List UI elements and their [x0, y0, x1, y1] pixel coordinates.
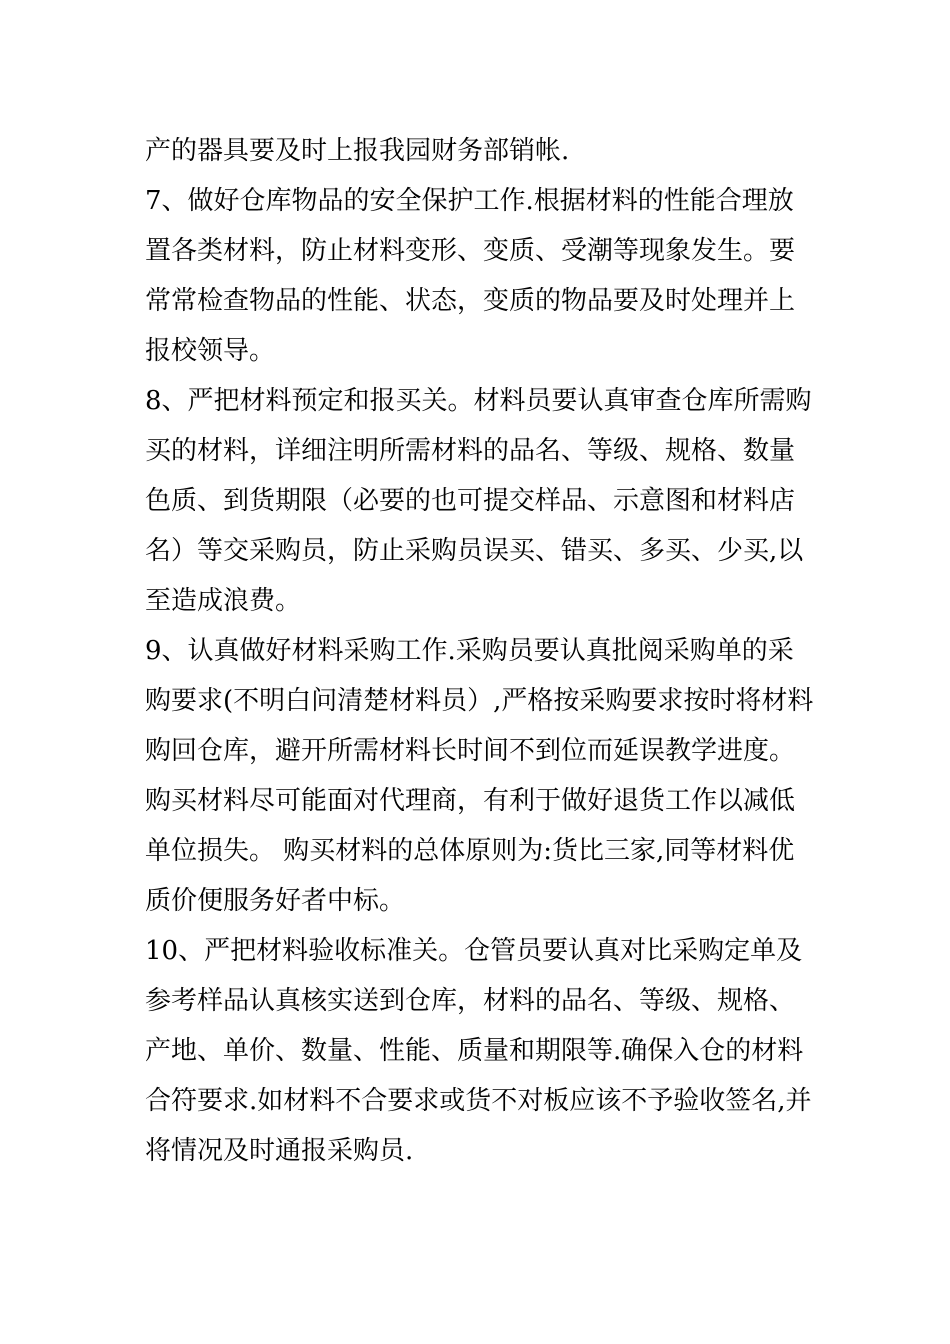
text-line: 单位损失。 购买材料的总体原则为:货比三家,同等材料优 — [145, 836, 795, 866]
text-line: 买的材料，详细注明所需材料的品名、等级、规格、数量 — [145, 436, 796, 466]
text-line: 参考样品认真核实送到仓库，材料的品名、等级、规格、 — [145, 986, 796, 1016]
text-line: 名）等交采购员，防止采购员误买、错买、多买、少买,以 — [145, 536, 804, 566]
text-line: 8、严把材料预定和报买关。材料员要认真审查仓库所需购 — [145, 386, 812, 416]
text-line: 将情况及时通报采购员. — [145, 1136, 414, 1166]
text-line: 报校领导。 — [145, 336, 276, 366]
text-line: 7、做好仓库物品的安全保护工作.根据材料的性能合理放 — [145, 186, 794, 216]
text-line: 置各类材料，防止材料变形、变质、受潮等现象发生。要 — [145, 236, 796, 266]
text-line: 10、严把材料验收标准关。仓管员要认真对比采购定单及 — [145, 936, 803, 966]
text-line: 购要求(不明白问清楚材料员）,严格按采购要求按时将材料 — [145, 686, 814, 716]
text-line: 购回仓库，避开所需材料长时间不到位而延误教学进度。 — [145, 736, 796, 766]
text-line: 9、认真做好材料采购工作.采购员要认真批阅采购单的采 — [145, 636, 794, 666]
text-line: 合符要求.如材料不合要求或货不对板应该不予验收签名,并 — [145, 1086, 812, 1116]
text-line: 常常检查物品的性能、状态，变质的物品要及时处理并上 — [145, 286, 796, 316]
text-line: 产地、单价、数量、性能、质量和期限等.确保入仓的材料 — [145, 1036, 804, 1066]
text-line: 质价便服务好者中标。 — [145, 886, 406, 916]
text-line: 产的器具要及时上报我园财务部销帐. — [145, 136, 570, 166]
text-line: 至造成浪费。 — [145, 586, 302, 616]
text-line: 色质、到货期限（必要的也可提交样品、示意图和材料店 — [145, 486, 796, 516]
body-text — [145, 126, 814, 1176]
text-line: 购买材料尽可能面对代理商，有利于做好退货工作以减低 — [145, 786, 796, 816]
